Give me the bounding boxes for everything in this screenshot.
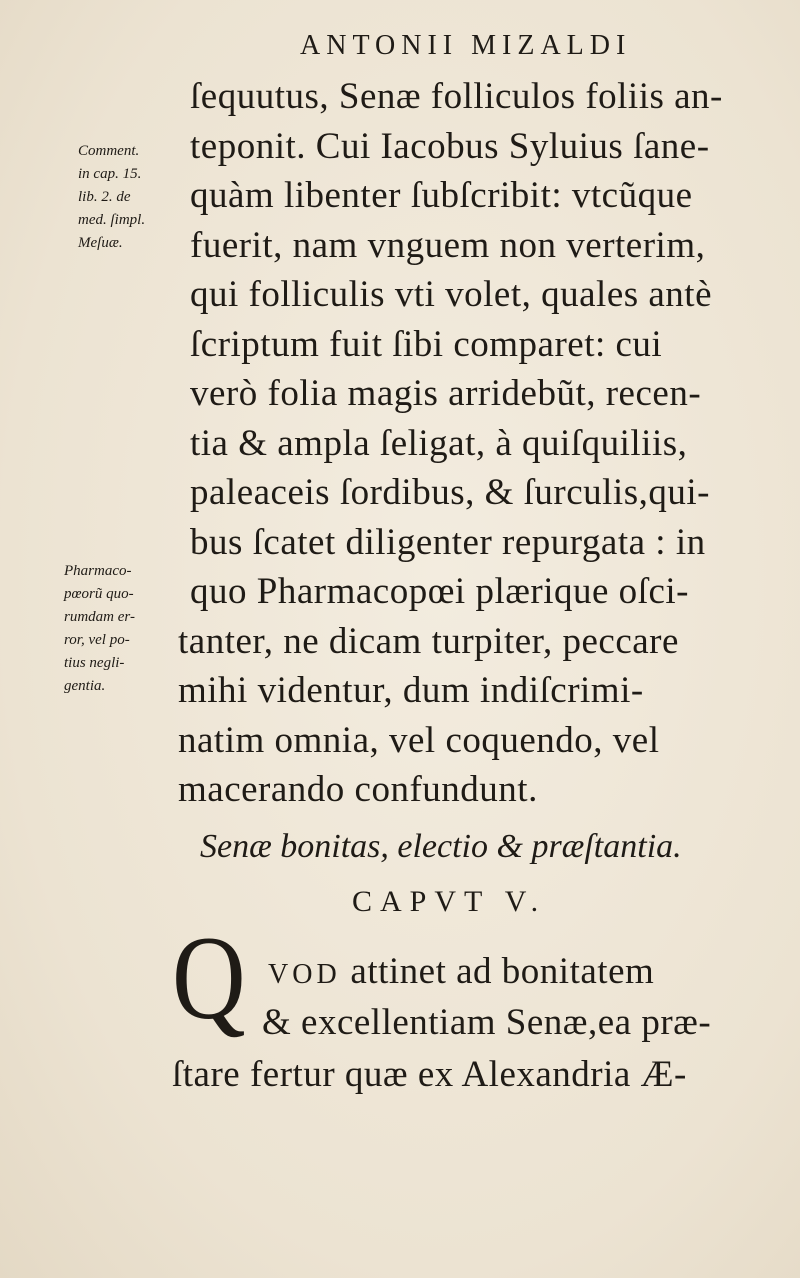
chapter-text-line: & excellentiam Senæ,ea præ- (262, 1002, 712, 1043)
text-line: bus ſcatet diligenter repurgata : in (190, 521, 706, 563)
text-line: qui folliculis vti volet, quales antè (190, 274, 713, 315)
margin-note-line: in cap. 15. (78, 166, 142, 182)
body-text (178, 72, 778, 815)
chapter-subtitle: Senæ bonitas, electio & præſtantia. (200, 828, 682, 865)
chapter-heading: CAPVT V. (352, 885, 547, 918)
text-line: quo Pharmacopœi plærique oſci- (190, 571, 689, 612)
text-line: mihi videntur, dum indiſcrimi- (178, 670, 644, 711)
text-line: teponit. Cui Iacobus Syluius ſane- (190, 125, 710, 167)
drop-cap: Q (172, 911, 246, 1044)
opening-small-caps: VOD (268, 959, 341, 990)
margin-note-line: Comment. (78, 143, 140, 159)
text-line: paleaceis ſordibus, & ſurculis,qui- (190, 472, 710, 513)
text-line: tia & ampla ſeligat, à quiſquiliis, (190, 422, 688, 464)
chapter-text-line (268, 950, 654, 993)
margin-note-line: tius negli- (64, 655, 125, 671)
text-line: fuerit, nam vnguem non verterim, (190, 224, 706, 266)
margin-note-line: ror, vel po- (64, 632, 130, 648)
margin-note-commentary (78, 140, 193, 255)
text-line: quàm libenter ſubſcribit: vtcũque (190, 175, 693, 216)
margin-note-line: Pharmaco- (64, 563, 132, 579)
margin-note-line: gentia. (64, 678, 106, 694)
text-line: verò folia magis arridebũt, recen- (190, 373, 702, 414)
text-line: ſequutus, Senæ folliculos foliis an- (190, 76, 723, 117)
text-line: natim omnia, vel coquendo, vel (178, 719, 660, 761)
margin-note-line: pœorũ quo- (64, 586, 134, 602)
text-line: ſcriptum fuit ſibi comparet: cui (190, 323, 663, 365)
margin-note-pharmacists (64, 560, 179, 698)
chapter-text-line: ſtare fertur quæ ex Alexandria Æ- (172, 1054, 687, 1095)
text-line: tanter, ne dicam turpiter, peccare (178, 620, 679, 662)
text-line: macerando confundunt. (178, 769, 538, 810)
margin-note-line: Meſuæ. (78, 235, 123, 251)
margin-note-line: rumdam er- (64, 609, 135, 625)
running-head: ANTONII MIZALDI (300, 30, 632, 61)
margin-note-line: med. ſimpl. (78, 212, 146, 228)
opening-line-rest: attinet ad bonitatem (340, 951, 655, 992)
margin-note-line: lib. 2. de (78, 189, 131, 205)
